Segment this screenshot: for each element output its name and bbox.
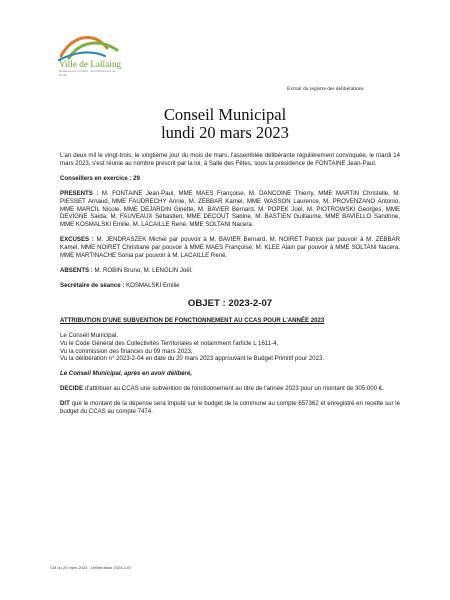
considerant-line: Vu la délibération n° 2023-2-04 en date du 20 mars 2023 approuvant le Budget Primitif pour 2023.	[60, 355, 325, 363]
secretaire-paragraph	[60, 282, 400, 290]
subject-heading: ATTRIBUTION D'UNE SUBVENTION DE FONCTIONNEMENT AU CCAS POUR L'ANNÉE 2023	[60, 316, 325, 324]
absents-label: ABSENTS :	[60, 266, 93, 274]
objet-heading: OBJET : 2023-2-07	[187, 297, 273, 309]
page-footer: CM du 20 mars 2023 - Délibération 2023-2-07	[50, 565, 132, 570]
decide-paragraph	[60, 385, 400, 393]
conseillers-count: Conseillers en exercice : 29	[60, 174, 140, 182]
document-title: Conseil Municipal	[163, 105, 287, 124]
absents-list: M. ROBIN Bruno, M. LENGLIN Joël.	[92, 266, 193, 274]
secretaire-label: Secrétaire de séance :	[60, 281, 125, 289]
absents-paragraph	[60, 267, 400, 275]
document-body	[60, 152, 400, 423]
excuses-paragraph	[60, 236, 400, 260]
considerant-line: Le Conseil Municipal,	[60, 331, 118, 339]
considerant-line: Vu le Code Général des Collectivités Territoriales et notamment l'article L 1611-4,	[60, 339, 279, 347]
excuses-list: M. JENDRASZEK Michel par pouvoir à M. BAVIER Bernard, M. NOIRET Patrick par pouvoir à M. ZEBBAR Kamel, MME NOIRET Christiane par pouvoir à MME MAES Françoise, M. KLEE Alain par pouvoir à MME SOLTANI Nacera, MME MARTINACHE Sonia par pouvoir à M. LACAILLE René.	[60, 236, 400, 260]
logo-city-name: Ville de Lallaing	[59, 59, 122, 69]
dit-label: DIT	[60, 400, 70, 408]
intro-paragraph: L'an deux mil le vingt-trois, le vingtième jour du mois de mars, l'assemblée délibérante régulièrement convoquée, le mardi 14 mars 2023, s'est réunie au nombre prescrit par la loi, à Salle des Fêtes, sous la présidence de FONTAINE Jean-Paul.	[60, 152, 400, 167]
registry-extract-label: Extrait du registre des délibérations	[287, 86, 364, 92]
considerant-line: Vu la commission des finances du 09 mars 2023,	[60, 347, 193, 355]
presents-list: M. FONTAINE Jean-Paul, MME MAES Françoise, M. DANCOINE Thierry, MME MARTIN Christelle, M. PIESSET Arnaud, MME FAUDRECHY Annie, M. ZEBBAR Kamel, MME WASSON Laurence, M. PROVENZANO Antonio, MME MARCIL Nicole, MME DEJARDIN Ginette, M. BAVIER Bernard, M. POPEK Joël, M. PIOTROWSKI Georges, MME DEVIGNE Saïda, M. FAUVEAUX Sébastien, MME DECOUT Sabine, M. BASTIEN Guillaume, MME BAVIELLO Sandrine, MME KOSMALSKI Emilie, M. LACAILLE René, MME SOLTANI Nacera.	[60, 189, 400, 229]
presents-paragraph	[60, 190, 400, 230]
presents-label: PRESENTS :	[60, 189, 99, 197]
decide-label: DECIDE	[60, 385, 84, 393]
dit-text: que le montant de la dépense sera imputé sur le budget de la commune au compte 657362 et enregistré en recette sur le budget du CCAS au compte 7474.	[60, 400, 400, 416]
document-date: lundi 20 mars 2023	[161, 123, 289, 142]
secretaire-name: KOSMALSKI Emilie	[124, 281, 180, 289]
excuses-label: EXCUSES :	[60, 236, 94, 244]
decide-text: d'attribuer au CCAS une subvention de fonctionnement au titre de l'année 2023 pour un montant de 305 000 €.	[83, 385, 384, 393]
dit-paragraph	[60, 400, 400, 416]
logo-tagline: Département du Nord · Arrondissement de Douai	[59, 69, 116, 77]
logo-swoosh-icon	[55, 30, 135, 62]
considerants-block	[60, 332, 400, 364]
deliberation-statement: Le Conseil Municipal, après en avoir délibéré,	[60, 370, 193, 378]
